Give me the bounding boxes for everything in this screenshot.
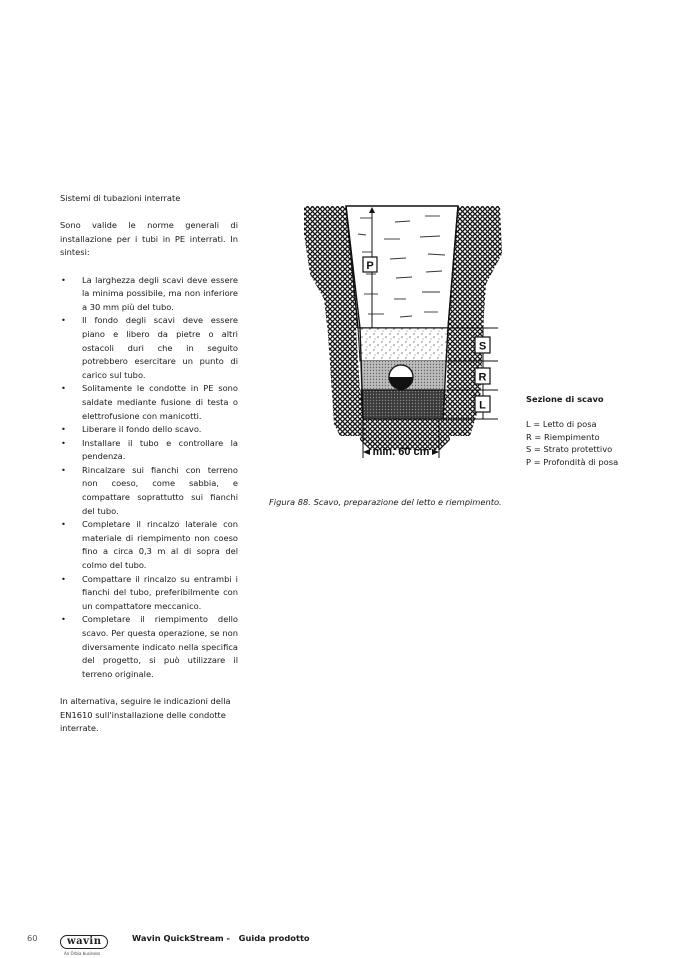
body-text-column bbox=[60, 192, 238, 736]
page-number: 60 bbox=[27, 933, 38, 943]
trench-cross-section-diagram bbox=[300, 204, 506, 464]
page-footer bbox=[0, 925, 677, 955]
bullet-icon: • bbox=[61, 424, 66, 435]
legend-title: Sezione di scavo bbox=[526, 394, 604, 404]
legend-item: S = Strato protettivo bbox=[526, 444, 613, 455]
instruction-list bbox=[60, 274, 238, 682]
bullet-icon: • bbox=[61, 573, 66, 584]
figure-caption: Figura 88. Scavo, preparazione del letto e riempimento. bbox=[269, 497, 502, 507]
svg-text:S: S bbox=[478, 340, 487, 353]
bullet-icon: • bbox=[61, 614, 66, 625]
outro-paragraph: In alternativa, seguire le indicazioni della EN1610 sull'installazione delle condotte interrate. bbox=[60, 695, 231, 734]
list-item: • Installare il tubo e controllare la pendenza. bbox=[61, 437, 238, 462]
list-item: • Compattare il rincalzo su entrambi i fianchi del tubo, preferibilmente con un compattatore meccanico. bbox=[61, 573, 238, 611]
legend-item: L = Letto di posa bbox=[526, 419, 597, 430]
footer-document-title: Wavin QuickStream - Guida prodotto bbox=[132, 933, 310, 943]
legend-item: R = Riempimento bbox=[526, 431, 600, 442]
svg-text:R: R bbox=[478, 371, 487, 384]
list-item: • Solitamente le condotte in PE sono saldate mediante fusione di testa o elettrofusione con manicotti. bbox=[61, 383, 238, 421]
legend-item: P = Profondità di posa bbox=[526, 456, 619, 467]
logo-tagline: An Orbia business bbox=[64, 951, 101, 956]
wavin-logo bbox=[60, 929, 122, 956]
list-item: • Liberare il fondo dello scavo. bbox=[60, 423, 238, 437]
bullet-icon: • bbox=[61, 315, 66, 326]
svg-text:min. 60 cm: min. 60 cm bbox=[372, 446, 430, 458]
list-item: • Rincalzare sui fianchi con terreno non coeso, come sabbia, e compattare soprattutto sui fianchi del tubo. bbox=[61, 464, 238, 516]
bullet-icon: • bbox=[61, 464, 66, 475]
list-item: • Completare il rincalzo laterale con materiale di riempimento non coeso fino a circa 0,3 m al di sopra del colmo del tubo. bbox=[61, 519, 238, 571]
figure-legend bbox=[526, 393, 618, 469]
bullet-icon: • bbox=[61, 274, 66, 285]
list-item: • La larghezza degli scavi deve essere la minima possibile, ma non inferiore a 30 mm più del tubo. bbox=[61, 274, 238, 312]
bullet-icon: • bbox=[61, 383, 66, 394]
bullet-icon: • bbox=[61, 437, 66, 448]
logo-wordmark: wavin bbox=[60, 935, 108, 949]
list-item: • Il fondo degli scavi deve essere piano e libero da pietre o altri ostacoli duri che in seguito potrebbero esercitare un punto di carico sul tubo. bbox=[61, 315, 238, 380]
svg-text:L: L bbox=[479, 399, 486, 412]
svg-text:P: P bbox=[366, 260, 374, 272]
bullet-icon: • bbox=[61, 519, 66, 530]
section-title: Sistemi di tubazioni interrate bbox=[60, 193, 181, 203]
intro-paragraph: Sono valide le norme generali di installazione per i tubi in PE interrati. In sintesi: bbox=[60, 220, 238, 258]
list-item: • Completare il riempimento dello scavo. Per questa operazione, se non diversamente indicato nella specifica del progetto, si può utilizzare il terreno originale. bbox=[61, 614, 238, 679]
